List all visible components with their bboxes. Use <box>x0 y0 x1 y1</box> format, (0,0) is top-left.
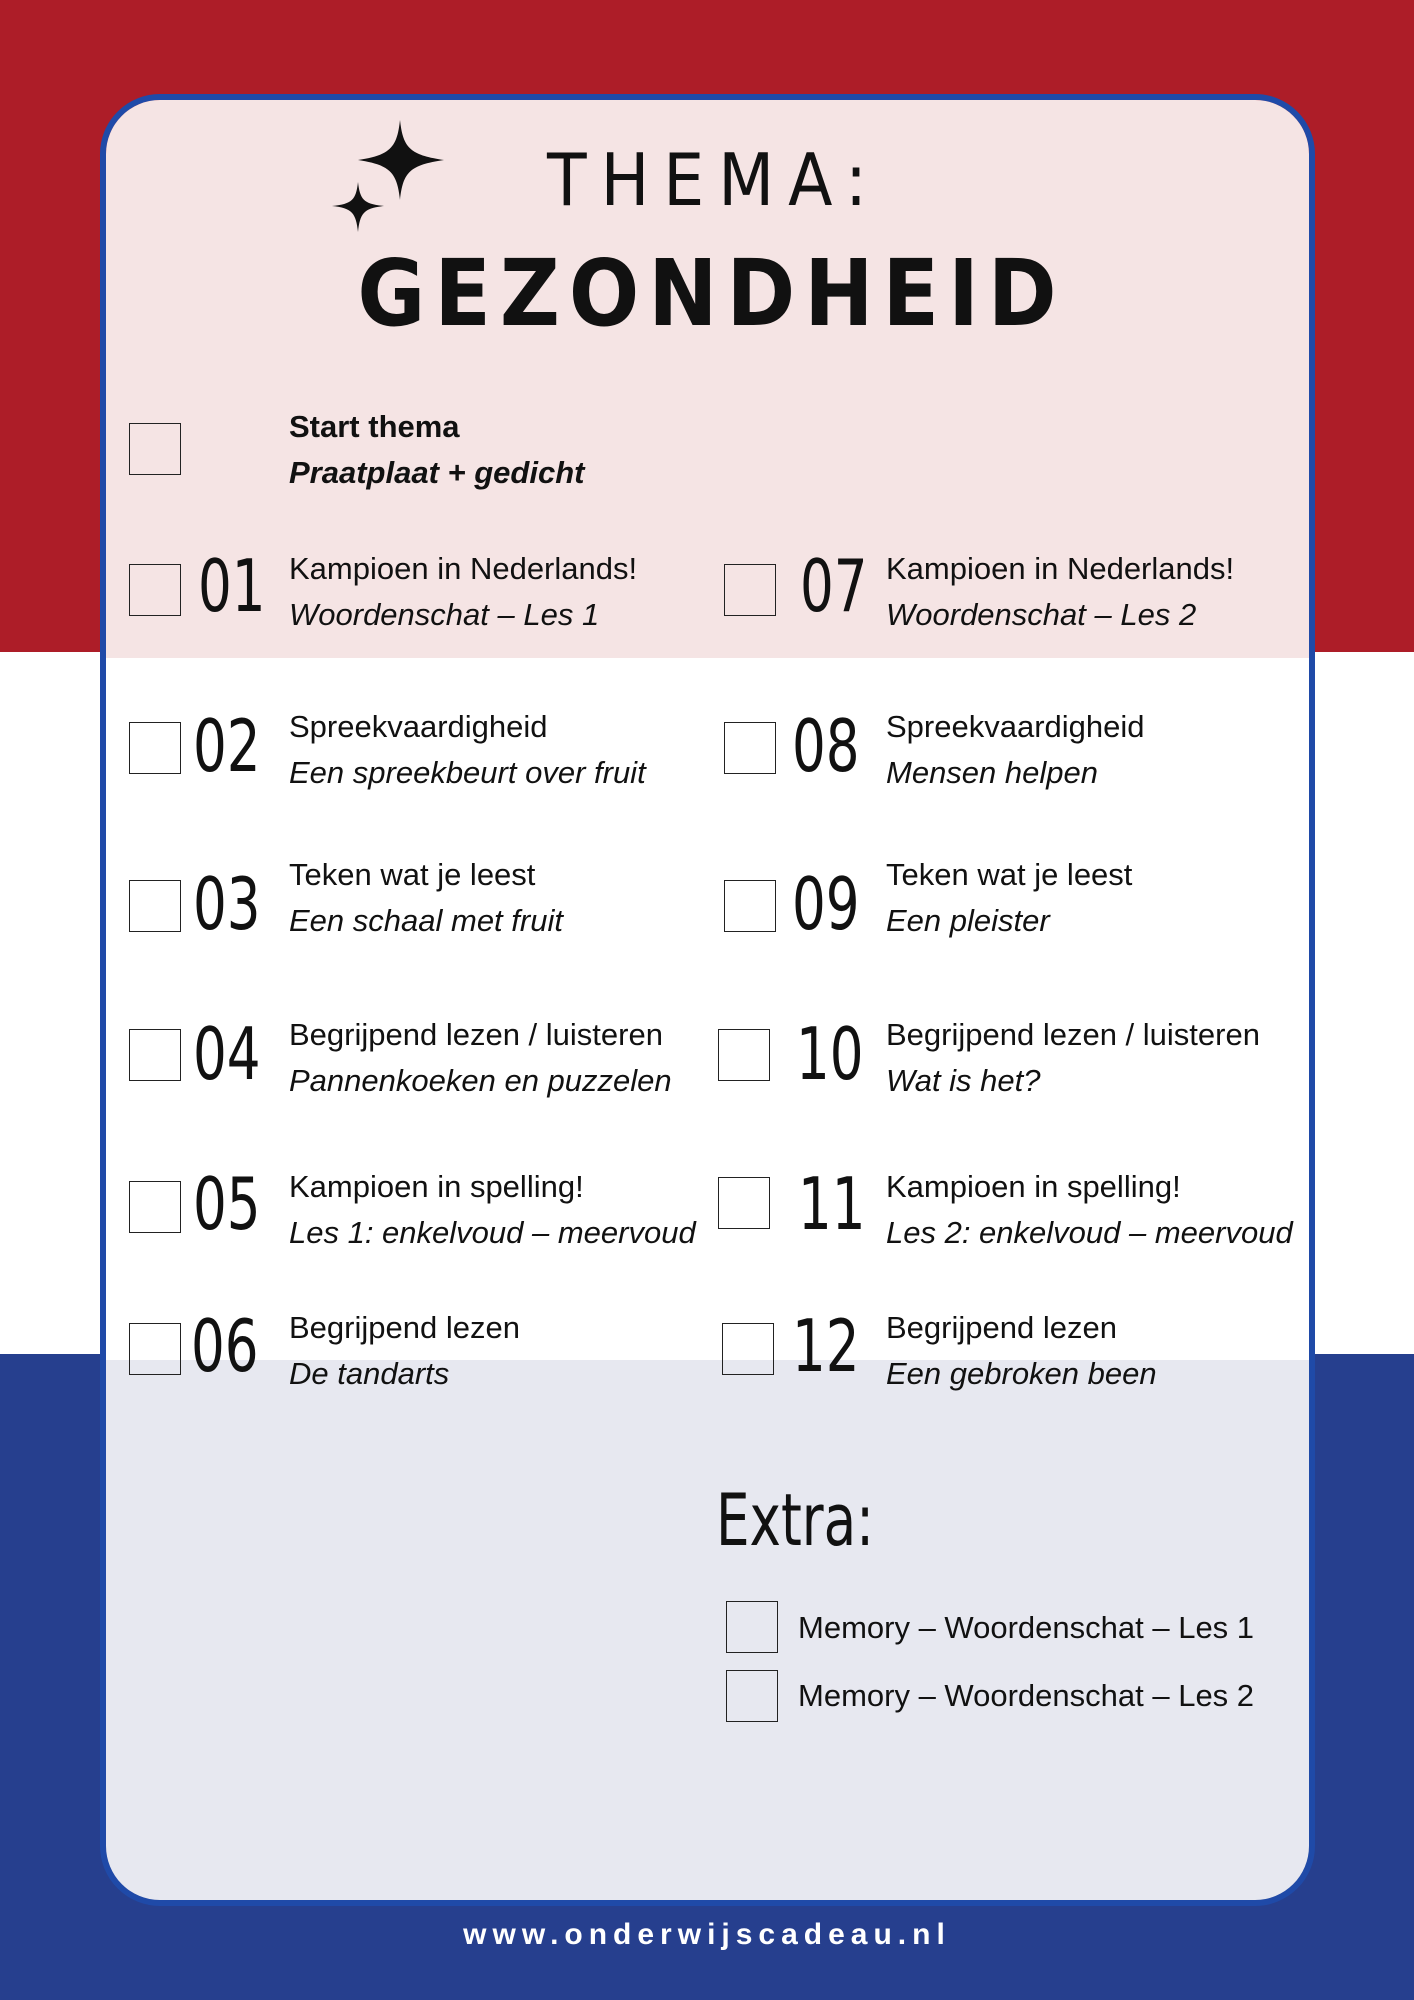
item-number-01: 01 <box>198 544 266 628</box>
item-subtitle-06: De tandarts <box>289 1356 450 1391</box>
item-subtitle-07: Woordenschat – Les 2 <box>886 597 1197 632</box>
item-number-02: 02 <box>193 704 261 788</box>
item-subtitle-02: Een spreekbeurt over fruit <box>289 755 646 790</box>
item-title-09: Teken wat je leest <box>886 857 1133 892</box>
item-title-05: Kampioen in spelling! <box>289 1169 584 1204</box>
item-title-08: Spreekvaardigheid <box>886 709 1145 744</box>
page-title: GEZONDHEID <box>357 240 1066 347</box>
item-title-10: Begrijpend lezen / luisteren <box>886 1017 1260 1052</box>
item-number-10: 10 <box>796 1012 864 1096</box>
item-number-11: 11 <box>798 1162 866 1246</box>
item-checkbox-05[interactable] <box>129 1181 181 1233</box>
item-number-07: 07 <box>800 544 868 628</box>
item-title-06: Begrijpend lezen <box>289 1310 520 1345</box>
item-number-09: 09 <box>792 862 860 946</box>
item-subtitle-05: Les 1: enkelvoud – meervoud <box>289 1215 696 1250</box>
item-number-06: 06 <box>191 1304 259 1388</box>
item-subtitle-09: Een pleister <box>886 903 1050 938</box>
item-checkbox-04[interactable] <box>129 1029 181 1081</box>
item-number-04: 04 <box>193 1012 261 1096</box>
start-subtitle: Praatplaat + gedicht <box>289 455 585 490</box>
item-subtitle-08: Mensen helpen <box>886 755 1098 790</box>
item-title-07: Kampioen in Nederlands! <box>886 551 1235 586</box>
item-checkbox-01[interactable] <box>129 564 181 616</box>
item-title-01: Kampioen in Nederlands! <box>289 551 638 586</box>
item-checkbox-02[interactable] <box>129 722 181 774</box>
item-checkbox-10[interactable] <box>718 1029 770 1081</box>
extra-heading: Extra: <box>716 1478 875 1562</box>
item-number-03: 03 <box>193 862 261 946</box>
page-title-prefix: THEMA: <box>547 138 881 222</box>
item-title-11: Kampioen in spelling! <box>886 1169 1181 1204</box>
extra-item-2: Memory – Woordenschat – Les 2 <box>798 1678 1255 1713</box>
item-subtitle-11: Les 2: enkelvoud – meervoud <box>886 1215 1293 1250</box>
item-checkbox-06[interactable] <box>129 1323 181 1375</box>
item-number-12: 12 <box>792 1304 860 1388</box>
footer-website-link[interactable]: www.onderwijscadeau.nl <box>463 1918 951 1951</box>
item-title-02: Spreekvaardigheid <box>289 709 548 744</box>
extra-checkbox-2[interactable] <box>726 1670 778 1722</box>
item-subtitle-01: Woordenschat – Les 1 <box>289 597 600 632</box>
item-number-08: 08 <box>792 704 860 788</box>
item-subtitle-03: Een schaal met fruit <box>289 903 563 938</box>
item-title-12: Begrijpend lezen <box>886 1310 1117 1345</box>
item-title-04: Begrijpend lezen / luisteren <box>289 1017 663 1052</box>
extra-checkbox-1[interactable] <box>726 1601 778 1653</box>
start-title: Start thema <box>289 409 460 444</box>
card-band-white <box>106 658 1309 1360</box>
item-checkbox-09[interactable] <box>724 880 776 932</box>
item-subtitle-12: Een gebroken been <box>886 1356 1157 1391</box>
item-checkbox-07[interactable] <box>724 564 776 616</box>
item-checkbox-03[interactable] <box>129 880 181 932</box>
item-checkbox-08[interactable] <box>724 722 776 774</box>
item-number-05: 05 <box>193 1162 261 1246</box>
item-title-03: Teken wat je leest <box>289 857 536 892</box>
item-subtitle-04: Pannenkoeken en puzzelen <box>289 1063 672 1098</box>
start-checkbox[interactable] <box>129 423 181 475</box>
item-checkbox-12[interactable] <box>722 1323 774 1375</box>
extra-item-1: Memory – Woordenschat – Les 1 <box>798 1610 1255 1645</box>
item-checkbox-11[interactable] <box>718 1177 770 1229</box>
item-subtitle-10: Wat is het? <box>886 1063 1041 1098</box>
